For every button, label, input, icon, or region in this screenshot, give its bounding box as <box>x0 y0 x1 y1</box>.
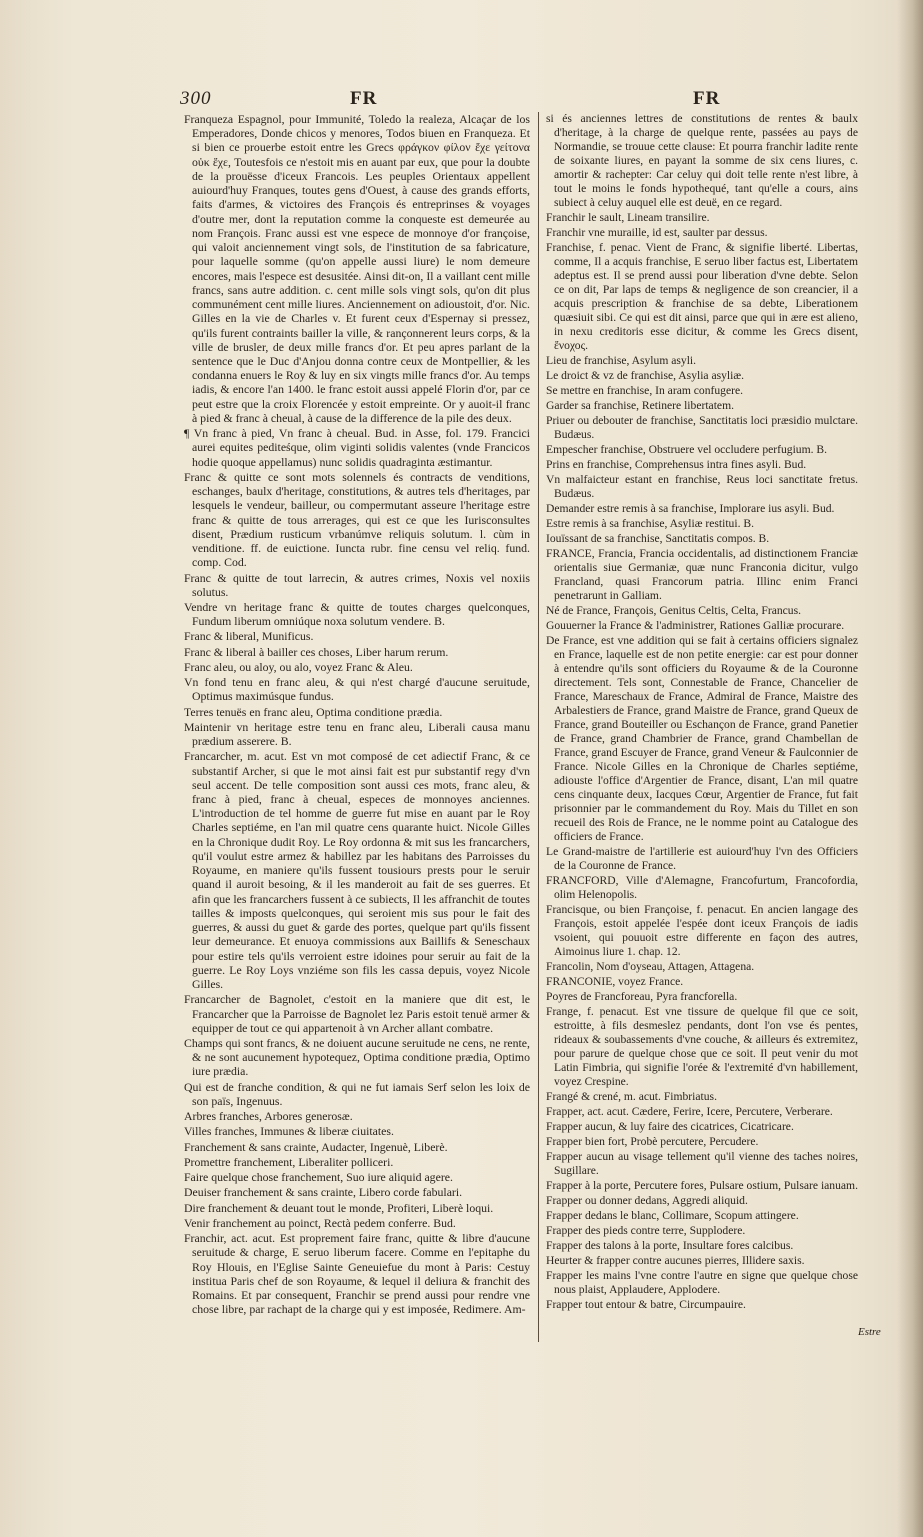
dictionary-entry: Franchir le sault, Lineam transilire. <box>546 211 710 224</box>
dictionary-entry: Né de France, François, Genitus Celtis, Celta, Francus. <box>546 604 802 617</box>
dictionary-entry: Dire franchement & deuant tout le monde, Profiteri, Liberè loqui. <box>184 1200 494 1215</box>
dictionary-entry: Franqueza Espagnol, pour Immunité, Toledo la realeza, Alcaçar de los Emperadores, Donde chicos y menores, Todos biuen en Franqueza. Et si bien ce prouerbe estoit entre les Grecs φράγκον φίλον ἔχε γείτονα οὐκ ἔχε, Toutesfois ce n'estoit mis en auant par eux, que pour la doubte de la prouësse d'iceux Francois. Les peuples Orientaux appellent auiourd'huy Franques, toutes gens d'Ouest, à cause des grands efforts, faits d'armes, & victoires des François és entreprinses & voyages d'outre mer, dont la reputation comme la conqueste est demeurée au nom François. Franc aussi est vne espece de monnoye d'or françoise, qui valoit anciennement vingt sols, de l'institution de sa fabricature, pour laquelle somme (qu'on appelle aussi liure) le nom demeure encores, mais l'espece est desusitée. Ainsi dit-on, Il a vaillant cent mille francs, sans autre addition. c. cent mille sols vingt sols, qu'on dit plus communément cent mille liures. Anciennement on adioustoit, d'or. Nic. Gilles en la vie de Charles v. Et furent ceux d'Espernay si pressez, qu'ils furent contraints bailler la ville, & rançonnerent leurs corps, & la ville de brusler, de deux mille francs d'or. Et peu apres parlant de la sentence que le Duc d'Anjou donna contre ceux de Montpellier, & les condanna enuers le Roy & luy en six vingts mille francs d'or. Au temps iadis, & encore l'an 1400. le franc estoit aussi appelé Florin d'or, par ce peut estre que la croix Florencée y estoit empreinte. Or y auoit-il franc à pied & franc à cheual, à cause de la difference de la pile des deux. <box>184 112 530 425</box>
dictionary-entry: Franc aleu, ou aloy, ou alo, voyez Franc & Aleu. <box>184 659 413 674</box>
dictionary-entry: Franc & liberal à bailler ces choses, Liber harum rerum. <box>184 644 449 659</box>
right-column <box>546 112 858 1342</box>
dictionary-entry: Vn fond tenu en franc aleu, & qui n'est chargé d'aucune seruitude, Optimus maximúsque fundus. <box>184 675 530 704</box>
dictionary-entry: Vendre vn heritage franc & quitte de toutes charges quelconques, Fundum liberum omniúque noxa solutum vendere. B. <box>184 599 530 629</box>
dictionary-entry: Frapper, act. acut. Cædere, Ferire, Icere, Percutere, Verberare. <box>546 1105 833 1118</box>
dictionary-entry: Terres tenuës en franc aleu, Optima conditione prædia. <box>184 704 443 719</box>
dictionary-entry: Garder sa franchise, Retinere libertatem. <box>546 399 734 412</box>
dictionary-entry: FRANCONIE, voyez France. <box>546 975 684 988</box>
dictionary-entry: Villes franches, Immunes & liberæ ciuitates. <box>184 1124 394 1139</box>
dictionary-entry: Francolin, Nom d'oyseau, Attagen, Attagena. <box>546 960 755 973</box>
dictionary-entry: Franchir, act. acut. Est proprement faire franc, quitte & libre d'aucune seruitude & charge, E seruo liberum facere. Comme en l'epitaphe du Roy Hlouis, en l'Eglise Sainte Geneuiefue du mont à Paris: Cestuy institua Paris chef de son Royaume, & lequel il deliura & franchit des Romains. Et par consequent, Franchir se prend aussi pour rendre vne chose libre, par rachapt de la charge qui y est imposée, Redimere. Am- <box>184 1231 530 1317</box>
dictionary-entry: De France, est vne addition qui se fait à certains officiers signalez en France, laquelle est de non petite energie: car est pour donner à entendre qu'ils sont officiers du Royaume & de la Couronne directement. Tels sont, Connestable de France, Chancelier de France, Mareschaux de France, Admiral de France, Maistre des Arbalestiers de France, grand Maistre de France, grand Queux de France, grand Bouteiller ou Eschançon de France, grand Panetier de France, grand Chambrier de France, grand Chambellan de France, grand Escuyer de France, grand Veneur & Faulconnier de France. Nicole Gilles en la Chronique de Charles septiéme, adiouste l'office d'Argentier de France, disant, L'an mil quatre cens cinquante deux, Iacques Cœur, Argentier de France, fut fait prisonnier par le commandement du Roy. Mais du Tillet en son recueil des Rois de France, ne le nomme point au Catalogue des officiers de France. <box>546 634 858 843</box>
dictionary-entry: Le Grand-maistre de l'artillerie est auiourd'huy l'vn des Officiers de la Couronne de France. <box>546 845 858 872</box>
dictionary-entry: Frapper des talons à la porte, Insultare fores calcibus. <box>546 1239 794 1252</box>
dictionary-entry: Frapper les mains l'vne contre l'autre en signe que quelque chose nous plaist, Applaudere, Applodere. <box>546 1269 858 1296</box>
column-rule <box>538 112 539 1342</box>
page-number: 300 <box>180 88 212 109</box>
dictionary-entry: Champs qui sont francs, & ne doiuent aucune seruitude ne cens, ne rente, & ne sont aucunement hypotequez, Optima conditione prædia, Optimo iure prædia. <box>184 1036 530 1079</box>
dictionary-entry: Franchement & sans crainte, Audacter, Ingenuè, Liberè. <box>184 1139 448 1154</box>
dictionary-entry: Frapper bien fort, Probè percutere, Percudere. <box>546 1135 759 1148</box>
dictionary-entry: Demander estre remis à sa franchise, Implorare ius asyli. Bud. <box>546 502 835 515</box>
dictionary-entry: Qui est de franche condition, & qui ne fut iamais Serf selon les loix de son païs, Ingenuus. <box>184 1079 530 1108</box>
dictionary-entry: Franc & quitte ce sont mots solennels és contracts de venditions, eschanges, baulx d'heritage, constitutions, & autres tels d'heritages, par lesquels le vendeur, bailleur, ou compermutant asseure l'heritage estre franc & quitte de tous arrerages, qui est ce que les Iurisconsultes disent, Prædium rusticum vrbanúmve reliquis solutum. l. cùm in venditione. ff. de euictione. Iuncta rubr. fine censu vel reliq. fund. comp. Cod. <box>184 469 530 570</box>
dictionary-entry: Arbres franches, Arbores generosæ. <box>184 1109 353 1124</box>
dictionary-entry: Venir franchement au poinct, Rectà pedem conferre. Bud. <box>184 1215 456 1230</box>
dictionary-entry: si és anciennes lettres de constitutions de rentes & baulx d'heritage, à la charge de quelque rente, passées au pays de Normandie, se trouue cette clause: Et pourra franchir ladite rente de soixante liures, en payant la somme de six cens liures, c. amortir & rachepter: Car celuy qui doit telle rente n'est libre, à tout le moins le fonds hypothequé, tant qu'elle a cours, ains subiect à celuy auquel elle est deuë, en ce regard. <box>546 112 858 209</box>
dictionary-entry: Prins en franchise, Comprehensus intra fines asyli. Bud. <box>546 458 807 471</box>
dictionary-entry: Promettre franchement, Liberaliter polliceri. <box>184 1154 394 1169</box>
dictionary-entry: Francisque, ou bien Françoise, f. penacut. En ancien langage des François, estoit appelée l'espée dont iceux François de iadis vsoient, qui pouuoit estre differente en façon des autres, Aimoinus liure 1. chap. 12. <box>546 903 858 958</box>
dictionary-entry: Frapper aucun, & luy faire des cicatrices, Cicatricare. <box>546 1120 794 1133</box>
dictionary-entry: Franchir vne muraille, id est, saulter par dessus. <box>546 226 768 239</box>
page-fold-shadow <box>897 0 923 1537</box>
dictionary-entry: Franchise, f. penac. Vient de Franc, & signifie liberté. Libertas, comme, Il a acquis franchise, E seruo liber factus est, Libertatem adeptus est. Il se prend aussi pour liberation d'vne debte. Selon ce on dit, Par laps de temps & negligence de son creancier, il a acquis prescription & franchise de sa debte, Liberationem quæsiuit sibi. Ce qui est dit ainsi, parce que qui in ære est alieno, in nexu creditoris esse dicitur, & comme les Grecs disent, ἔνοχος. <box>546 241 858 352</box>
dictionary-entry: Gouuerner la France & l'administrer, Rationes Galliæ procurare. <box>546 619 845 632</box>
dictionary-entry: Deuiser franchement & sans crainte, Libero corde fabulari. <box>184 1185 463 1200</box>
dictionary-entry: Frapper aucun au visage tellement qu'il vienne des taches noires, Sugillare. <box>546 1150 858 1177</box>
dictionary-entry: Frapper tout entour & batre, Circumpauire. <box>546 1298 746 1311</box>
dictionary-entry: Empescher franchise, Obstruere vel occludere perfugium. B. <box>546 443 828 456</box>
dictionary-entry: Franc & liberal, Munificus. <box>184 629 314 644</box>
dictionary-entry: Faire quelque chose franchement, Suo iure aliquid agere. <box>184 1170 453 1185</box>
dictionary-entry: Estre remis à sa franchise, Asyliæ restitui. B. <box>546 517 755 530</box>
dictionary-entry: ¶ Vn franc à pied, Vn franc à cheual. Bud. in Asse, fol. 179. Francici aurei equites pediteśque, olim viginti solidis valentes (vnde Francicos hodie quoque appellamus) nunc solidis quadraginta æstimantur. <box>184 426 530 469</box>
dictionary-entry: Frange, f. penacut. Est vne tissure de quelque fil que ce soit, estroitte, à fils desmeslez pendants, dont l'on vse és pentes, rideaux & soubassements d'vne couche, & ailleurs és extremitez, pour parure de quelque chose que ce soit. Il peut venir du mot Latin Fimbria, qui signifie l'orée & l'extremité d'vn habillement, voyez Crespine. <box>546 1005 858 1088</box>
dictionary-entry: FRANCE, Francia, Francia occidentalis, ad distinctionem Franciæ orientalis siue Germaniæ, quæ nunc Franconia dicitur, vulgo Francland, quasi Francorum patria. Illinc enim Franci penetrarunt in Galliam. <box>546 547 858 602</box>
dictionary-entry: Frapper des pieds contre terre, Supplodere. <box>546 1224 746 1237</box>
dictionary-entry: Frangé & crené, m. acut. Fimbriatus. <box>546 1090 717 1103</box>
catchword: Estre <box>858 1326 881 1338</box>
dictionary-entry: Le droict & vz de franchise, Asylia asyliæ. <box>546 369 745 382</box>
dictionary-entry: Francarcher, m. acut. Est vn mot composé de cet adiectif Franc, & ce substantif Archer, si que le mot ainsi fait est pur substantif regy d'vn seul accent. De telle composition sont aussi ces mots, franc aleu, & franc à pied, franc à cheual, especes de monnoyes anciennes. L'introduction de tel homme de guerre fut mise en auant par le Roy Charles septiéme, en l'an mil quatre cens quarante huict. Nicole Gilles en la Chronique dudit Roy. Le Roy ordonna & mit sus les francarchers, qu'il voulut estre armez & habillez par les habitans des Parroisses du Royaume, en maniere qu'ils fussent tousiours prests pour le seruir quand il auroit besoing, & il les manderoit au fait de ses guerres. Et afin que les francarchers fussent à ce subiects, Il les affranchit de toutes tailles & imposts quelconques, qui seroient mis sus pour le fait des guerres, & aussi du guet & garde des portes, quelque part qu'ils fissent leur demeurance. Et enuoya commissions aux Baillifs & Seneschaux pour estire tels qu'ils verroient estre idoines pour seruir au fait de la guerre. Le Roy Loys vnziéme son fils les cassa depuis, voyez Nicole Gilles. <box>184 749 530 992</box>
dictionary-entry: Francarcher de Bagnolet, c'estoit en la maniere que dit est, le Francarcher que la Parroisse de Bagnolet lez Paris estoit tenuë armer & equipper de tout ce qui appartenoit à vn Archer allant combatre. <box>184 992 530 1035</box>
dictionary-entry: Frapper dedans le blanc, Collimare, Scopum attingere. <box>546 1209 799 1222</box>
dictionary-entry: Iouïssant de sa franchise, Sanctitatis compos. B. <box>546 532 770 545</box>
dictionary-entry: Heurter & frapper contre aucunes pierres, Illidere saxis. <box>546 1254 805 1267</box>
left-column <box>184 112 530 1342</box>
dictionary-entry: Lieu de franchise, Asylum asyli. <box>546 354 697 367</box>
dictionary-entry: Vn malfaicteur estant en franchise, Reus loci sanctitate fretus. Budæus. <box>546 473 858 500</box>
dictionary-entry: Franc & quitte de tout larrecin, & autres crimes, Noxis vel noxiis solutus. <box>184 570 530 599</box>
dictionary-entry: FRANCFORD, Ville d'Alemagne, Francofurtum, Francofordia, olim Helenopolis. <box>546 874 858 901</box>
dictionary-entry: Poyres de Francforeau, Pyra francforella. <box>546 990 738 1003</box>
dictionary-entry: Maintenir vn heritage estre tenu en franc aleu, Liberali causa manu prædium asserere. B. <box>184 719 530 749</box>
dictionary-entry: Frapper ou donner dedans, Aggredi aliquid. <box>546 1194 748 1207</box>
dictionary-entry: Priuer ou debouter de franchise, Sanctitatis loci præsidio mulctare. Budæus. <box>546 414 858 441</box>
running-head-left: FR <box>350 88 378 109</box>
dictionary-entry: Se mettre en franchise, In aram confugere. <box>546 384 743 397</box>
dictionary-entry: Frapper à la porte, Percutere fores, Pulsare ostium, Pulsare ianuam. <box>546 1179 858 1192</box>
running-head-right: FR <box>693 88 721 109</box>
